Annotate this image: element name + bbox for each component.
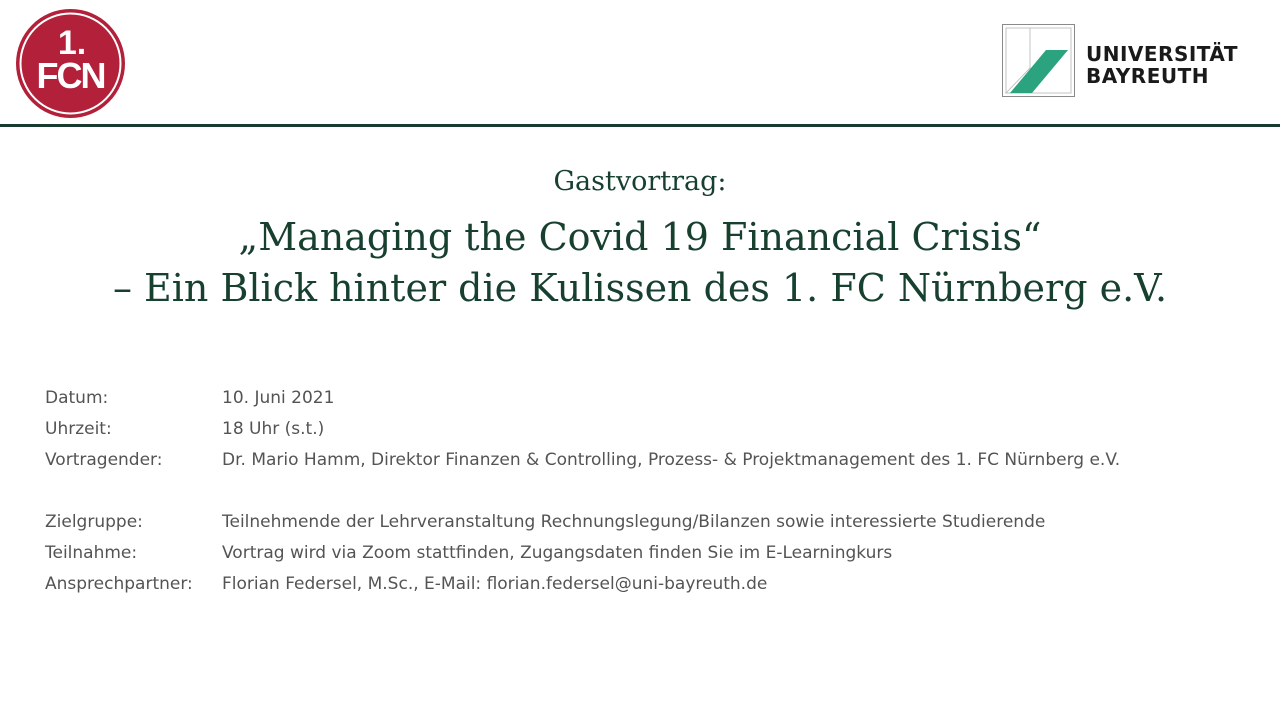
talk-title-line2: – Ein Blick hinter die Kulissen des 1. FC Nürnberg e.V. (112, 266, 1168, 310)
date-value: 10. Juni 2021 (222, 388, 335, 408)
date-label: Datum: (45, 388, 109, 408)
detail-row-time (45, 414, 1120, 445)
time-value: 18 Uhr (s.t.) (222, 419, 325, 439)
university-bayreuth-mark-icon (1002, 24, 1076, 98)
fcn-logo-line1: 1. (57, 24, 87, 62)
participation-value: Vortrag wird via Zoom stattfinden, Zugangsdaten finden Sie im E-Learningkurs (222, 543, 893, 563)
contact-value: Florian Federsel, M.Sc., E-Mail: florian.federsel@uni-bayreuth.de (222, 574, 768, 594)
detail-row-date (45, 383, 1120, 414)
participation-label: Teilnahme: (45, 543, 138, 563)
contact-label: Ansprechpartner: (45, 574, 193, 594)
university-logo-line1: UNIVERSITÄT (1086, 42, 1238, 66)
event-details (45, 383, 1120, 600)
university-logo-line2: BAYREUTH (1086, 64, 1209, 88)
header-divider (0, 124, 1280, 127)
title-block (0, 162, 1280, 314)
talk-title-line1: „Managing the Covid 19 Financial Crisis“ (238, 215, 1042, 259)
detail-row-audience (45, 507, 1120, 538)
detail-row-contact (45, 569, 1120, 600)
speaker-label: Vortragender: (45, 450, 163, 470)
fcn-crest-icon (15, 8, 126, 119)
talk-kicker: Gastvortrag: (553, 166, 727, 197)
talk-title (0, 212, 1280, 314)
detail-row-participation (45, 538, 1120, 569)
audience-label: Zielgruppe: (45, 512, 143, 532)
detail-row-speaker (45, 445, 1120, 476)
audience-value: Teilnehmende der Lehrveranstaltung Rechnungslegung/Bilanzen sowie interessierte Studierende (222, 512, 1046, 532)
fcn-logo-line2: FCN (36, 55, 105, 96)
speaker-value: Dr. Mario Hamm, Direktor Finanzen & Controlling, Prozess- & Projektmanagement des 1. FC Nürnberg e.V. (222, 450, 1121, 470)
university-logo (1002, 24, 1242, 99)
detail-spacer (45, 476, 1120, 507)
time-label: Uhrzeit: (45, 419, 112, 439)
